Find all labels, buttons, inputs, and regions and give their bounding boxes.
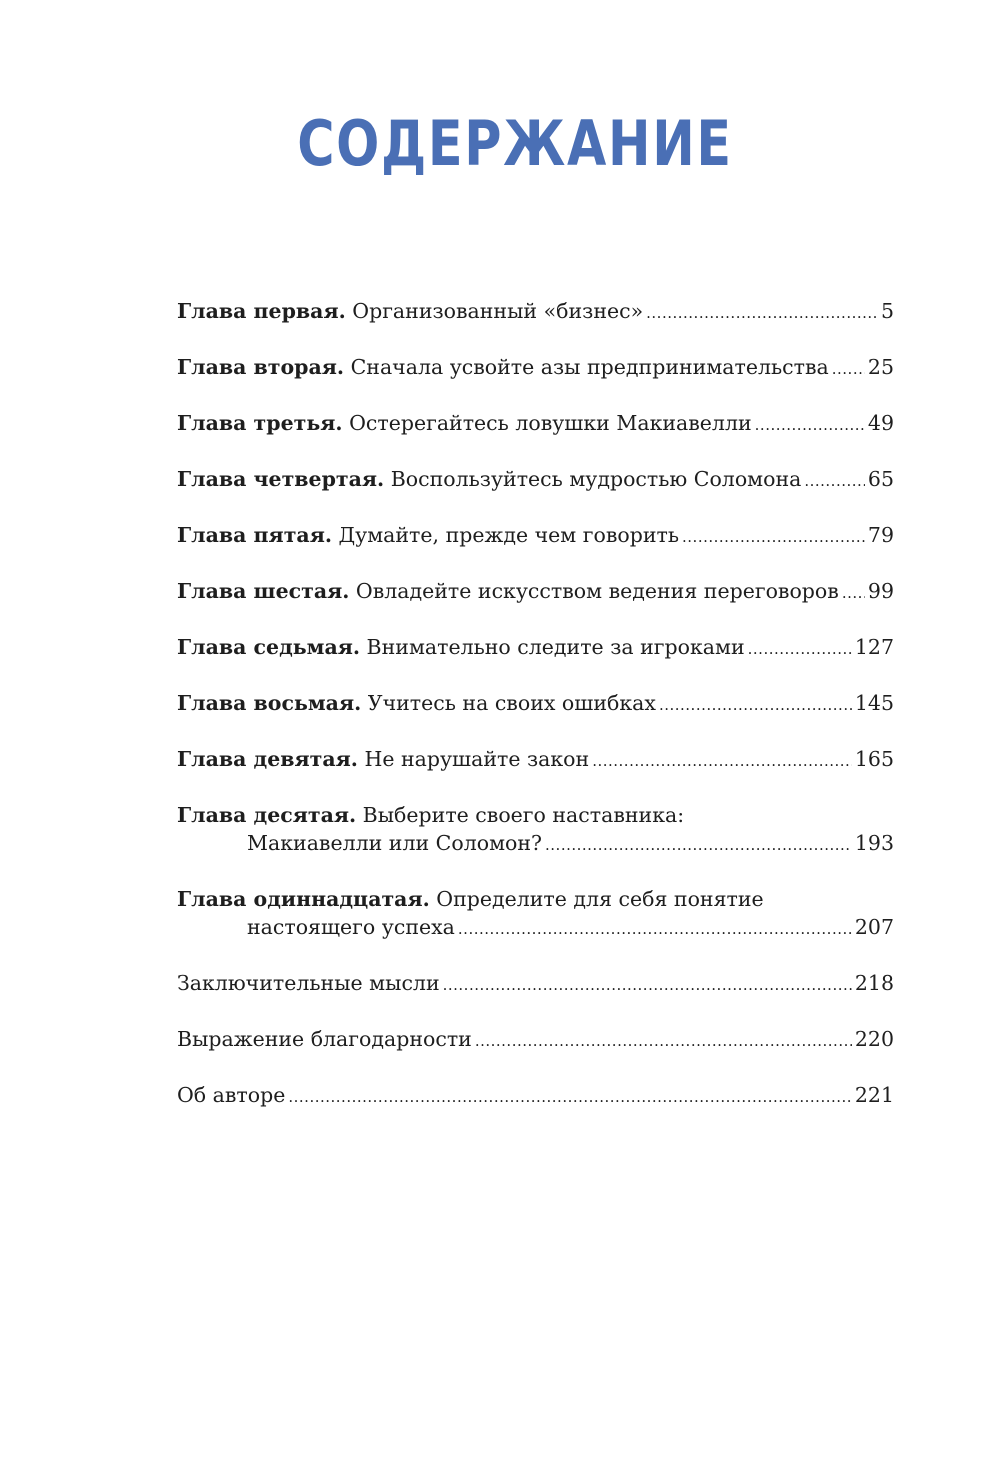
page-number: 207: [854, 915, 894, 939]
chapter-title: Внимательно следите за игроками: [360, 635, 745, 659]
page-number: 5: [880, 299, 894, 323]
chapter-title: Не нарушайте закон: [357, 747, 590, 771]
dot-leader: [646, 299, 878, 327]
toc-entry[interactable]: [177, 633, 894, 663]
toc-entry[interactable]: [177, 521, 894, 551]
dot-leader: [288, 1083, 851, 1111]
dot-leader: [592, 747, 852, 775]
dot-leader: [443, 971, 852, 999]
page-number: 99: [867, 579, 894, 603]
chapter-title: Выберите своего наставника:: [356, 803, 685, 827]
chapter-title: Организованный «бизнес»: [345, 299, 644, 323]
chapter-number: Глава первая.: [177, 299, 346, 323]
chapter-number: Глава третья.: [177, 411, 343, 435]
page-number: 165: [854, 747, 894, 771]
page-number: 49: [867, 411, 894, 435]
chapter-number: Глава восьмая.: [177, 691, 362, 715]
toc-entry[interactable]: [177, 969, 894, 999]
chapter-title: Думайте, прежде чем говорить: [331, 523, 680, 547]
dot-leader: [458, 915, 852, 943]
toc-entry[interactable]: [177, 689, 894, 719]
toc-entry[interactable]: [177, 1025, 894, 1055]
section-title: Заключительные мысли: [177, 971, 440, 995]
page-title: СОДЕРЖАНИЕ: [297, 107, 733, 180]
chapter-number: Глава девятая.: [177, 747, 358, 771]
dot-leader: [804, 467, 865, 495]
table-of-contents: [177, 297, 894, 1137]
dot-leader: [659, 691, 852, 719]
section-title: Об авторе: [177, 1083, 286, 1107]
chapter-title-continued: Макиавелли или Соломон?: [247, 831, 543, 855]
page-number: 65: [867, 467, 894, 491]
page-number: 220: [854, 1027, 894, 1051]
dot-leader: [748, 635, 852, 663]
chapter-number: Глава четвертая.: [177, 467, 385, 491]
dot-leader: [842, 579, 865, 607]
dot-leader: [682, 523, 865, 551]
chapter-number: Глава одиннадцатая.: [177, 887, 430, 911]
toc-entry[interactable]: [177, 353, 894, 383]
toc-entry[interactable]: [177, 577, 894, 607]
chapter-title-continued: настоящего успеха: [247, 915, 455, 939]
chapter-title: Учитесь на своих ошибках: [361, 691, 656, 715]
page-number: 79: [867, 523, 894, 547]
dot-leader: [475, 1027, 852, 1055]
chapter-number: Глава шестая.: [177, 579, 350, 603]
toc-entry[interactable]: [177, 297, 894, 327]
chapter-number: Глава десятая.: [177, 803, 357, 827]
toc-entry[interactable]: [177, 745, 894, 775]
toc-entry[interactable]: [177, 465, 894, 495]
page-number: 145: [854, 691, 894, 715]
page-number: 221: [854, 1083, 894, 1107]
chapter-title: Определите для себя понятие: [429, 887, 764, 911]
toc-entry[interactable]: [177, 885, 894, 943]
page-number: 25: [867, 355, 894, 379]
chapter-title: Овладейте искусством ведения переговоров: [349, 579, 839, 603]
chapter-number: Глава пятая.: [177, 523, 332, 547]
chapter-title: Сначала усвойте азы предпринимательства: [344, 355, 829, 379]
toc-entry[interactable]: [177, 1081, 894, 1111]
section-title: Выражение благодарности: [177, 1027, 472, 1051]
page-number: 193: [854, 831, 894, 855]
dot-leader: [832, 355, 865, 383]
chapter-title: Остерегайтесь ловушки Макиавелли: [342, 411, 752, 435]
page-number: 127: [854, 635, 894, 659]
page-number: 218: [854, 971, 894, 995]
chapter-number: Глава седьмая.: [177, 635, 361, 659]
chapter-number: Глава вторая.: [177, 355, 345, 379]
dot-leader: [755, 411, 865, 439]
dot-leader: [545, 831, 852, 859]
toc-entry[interactable]: [177, 409, 894, 439]
chapter-title: Воспользуйтесь мудростью Соломона: [384, 467, 802, 491]
toc-entry[interactable]: [177, 801, 894, 859]
